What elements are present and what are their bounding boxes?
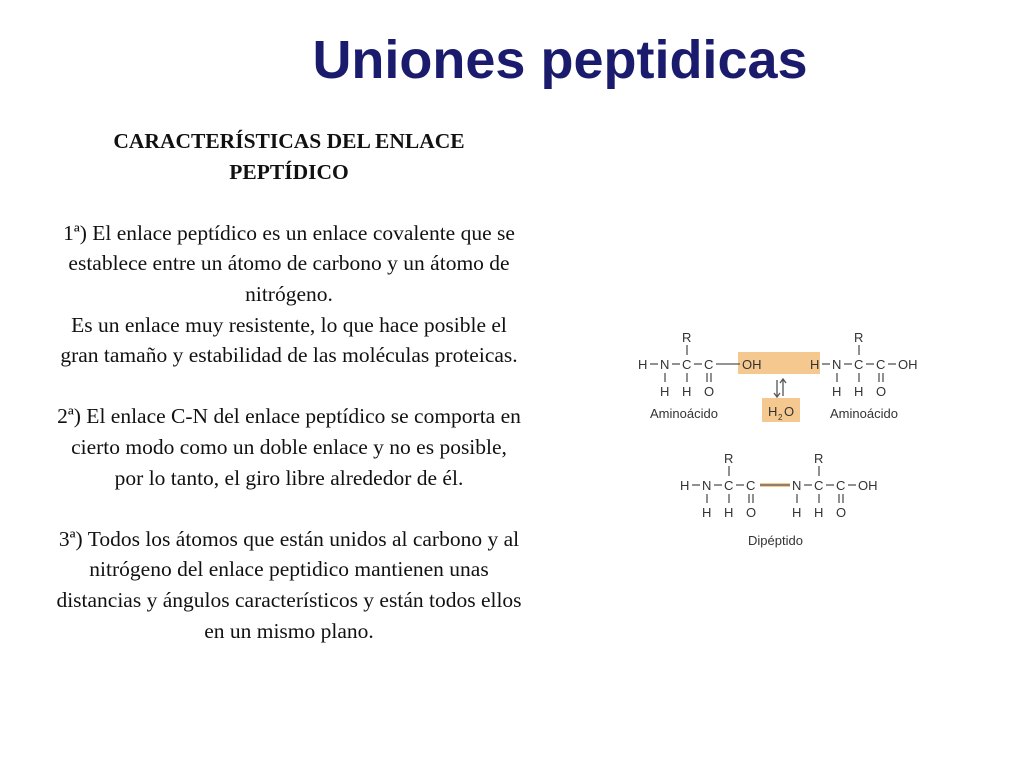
svg-text:N: N [832, 357, 842, 372]
label-dipeptide: Dipéptido [748, 533, 803, 548]
dipeptide-structure [680, 451, 878, 520]
amino-acid-right [810, 330, 918, 399]
characteristic-2: 2ª) El enlace C-N del enlace peptídico se comporta en cierto modo como un doble enlace y no es posible, por lo tanto, el giro libre alrededor de él. [57, 404, 521, 490]
characteristic-3: 3ª) Todos los átomos que están unidos al carbono y al nitrógeno del enlace peptidico mantienen unas distancias y ángulos característicos y están todos ellos en un mismo plano. [56, 526, 522, 643]
svg-text:OH: OH [898, 357, 918, 372]
svg-text:C: C [682, 357, 692, 372]
svg-text:H: H [768, 404, 778, 419]
svg-text:R: R [854, 330, 864, 345]
svg-text:N: N [702, 478, 712, 493]
svg-text:C: C [876, 357, 886, 372]
svg-text:O: O [784, 404, 795, 419]
amino-acid-left [638, 330, 762, 399]
equilibrium-arrows-icon [774, 379, 786, 397]
svg-text:O: O [876, 384, 887, 399]
svg-text:H: H [854, 384, 864, 399]
peptide-bond-characteristics [8, 126, 570, 646]
svg-text:H: H [702, 505, 712, 520]
label-aminoacid-left: Aminoácido [650, 406, 718, 421]
svg-text:2: 2 [778, 413, 783, 422]
svg-text:H: H [832, 384, 842, 399]
svg-text:OH: OH [858, 478, 878, 493]
svg-text:C: C [814, 478, 824, 493]
characteristic-1: 1ª) El enlace peptídico es un enlace covalente que se establece entre un átomo de carbono y un átomo de nitrógeno. Es un enlace muy resistente, lo que hace posible el gran tamaño y estabilidad de las moléculas proteicas. [60, 220, 518, 368]
section-heading: CARACTERÍSTICAS DEL ENLACE PEPTÍDICO [113, 129, 465, 184]
svg-text:H: H [792, 505, 802, 520]
svg-text:H: H [638, 357, 648, 372]
peptide-bond-diagram [620, 322, 960, 562]
svg-text:O: O [704, 384, 715, 399]
svg-text:C: C [746, 478, 756, 493]
svg-text:R: R [814, 451, 824, 466]
svg-text:OH: OH [742, 357, 762, 372]
svg-text:N: N [660, 357, 670, 372]
svg-text:H: H [814, 505, 824, 520]
svg-text:C: C [854, 357, 864, 372]
svg-text:R: R [724, 451, 734, 466]
svg-text:C: C [724, 478, 734, 493]
svg-text:N: N [792, 478, 802, 493]
svg-text:O: O [746, 505, 757, 520]
svg-text:C: C [704, 357, 714, 372]
svg-text:H: H [680, 478, 690, 493]
svg-text:H: H [682, 384, 692, 399]
svg-text:C: C [836, 478, 846, 493]
svg-text:H: H [660, 384, 670, 399]
peptide-diagram-svg [620, 322, 960, 562]
slide-title: Uniones peptidicas [312, 30, 808, 90]
svg-text:O: O [836, 505, 847, 520]
svg-text:H: H [724, 505, 734, 520]
svg-text:R: R [682, 330, 692, 345]
label-aminoacid-right: Aminoácido [830, 406, 898, 421]
svg-text:H: H [810, 357, 820, 372]
